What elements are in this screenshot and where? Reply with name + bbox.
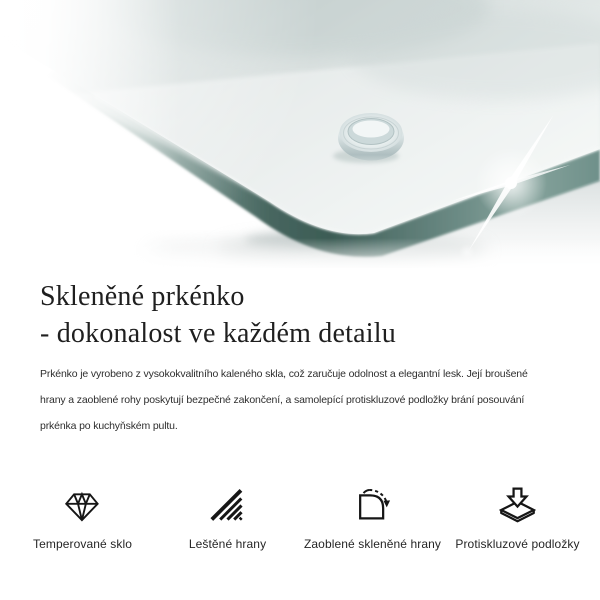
- product-description: [40, 361, 562, 439]
- feature-label: Leštěné hrany: [188, 537, 267, 551]
- feature-rounded-edges: [300, 487, 445, 551]
- feature-anti-slip-pads: [445, 487, 590, 551]
- page-title-line-2: - dokonalost ve každém detailu: [40, 318, 396, 349]
- page-title-line-1: Skleněné prkénko: [40, 281, 245, 312]
- white-fade-overlay: [0, 0, 600, 268]
- feature-label: Protiskluzové podložky: [455, 537, 580, 551]
- hero-product-photo: [0, 0, 600, 268]
- diamond-icon: [64, 487, 101, 524]
- anti-slip-pads-icon: [499, 487, 536, 524]
- feature-list: [0, 487, 600, 551]
- description-line: prkénka po kuchyňském pultu.: [40, 420, 178, 432]
- feature-label: Zaoblené skleněné hrany: [303, 537, 442, 551]
- description-line: Prkénko je vyrobeno z vysokokvalitního kaleného skla, což zaručuje odolnost a elegantní lesk. Její broušené: [40, 368, 528, 380]
- feature-polished-edges: [155, 487, 300, 551]
- description-line: hrany a zaoblené rohy poskytují bezpečné zakončení, a samolepící protiskluzové podložky brání posouvání: [40, 394, 525, 406]
- feature-label: Temperované sklo: [33, 537, 132, 551]
- feature-tempered-glass: [10, 487, 155, 551]
- page-title: [40, 278, 600, 352]
- rounded-corner-icon: [354, 487, 391, 524]
- polished-edges-icon: [209, 487, 246, 524]
